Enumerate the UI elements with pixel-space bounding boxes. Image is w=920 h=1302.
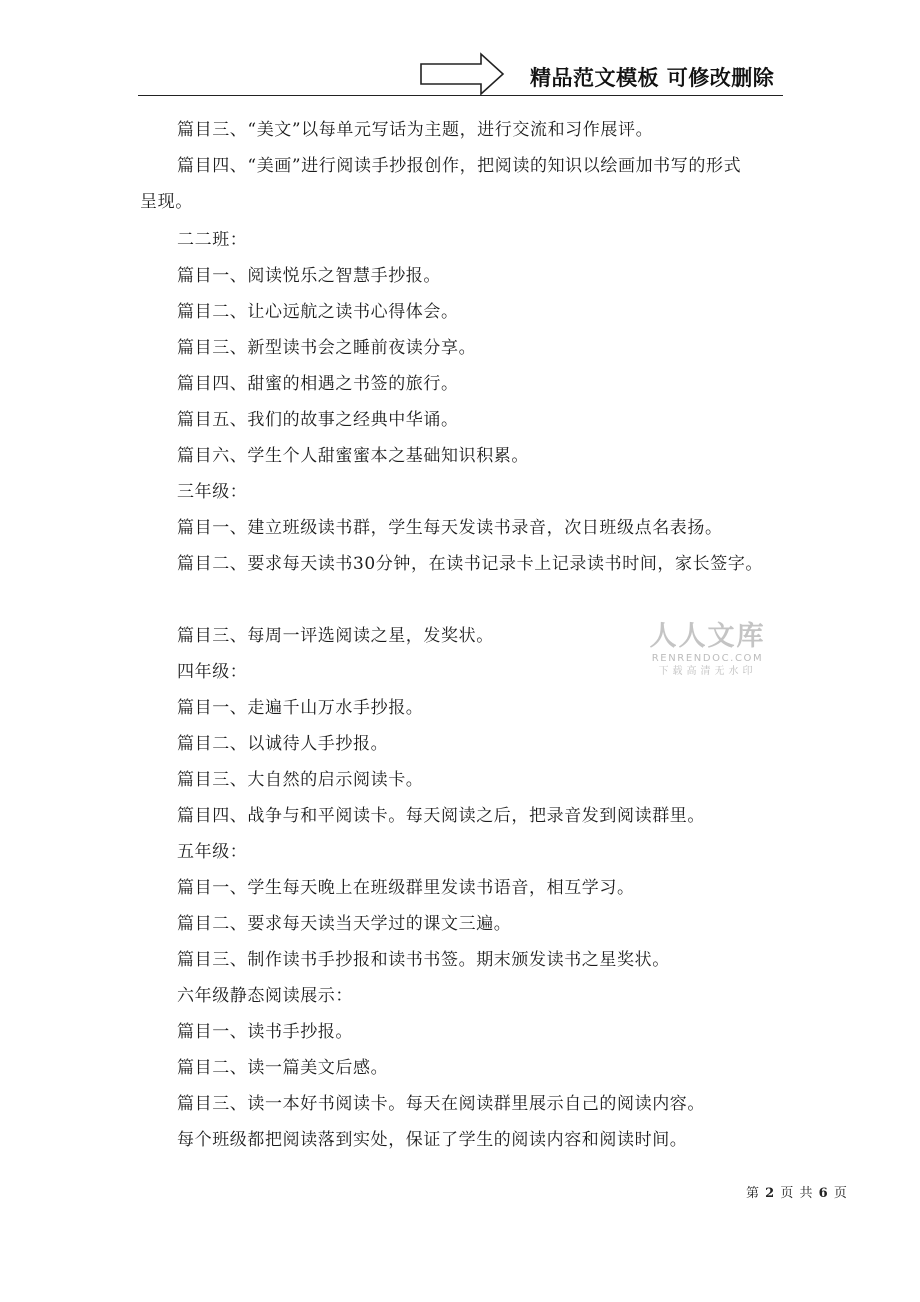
- body-line: 篇目三、制作读书手抄报和读书书签。期末颁发读书之星奖状。: [177, 950, 670, 970]
- body-line: 篇目四、甜蜜的相遇之书签的旅行。: [177, 374, 459, 394]
- body-line: 篇目三、读一本好书阅读卡。每天在阅读群里展示自己的阅读内容。: [177, 1094, 705, 1114]
- body-line: 篇目四、战争与和平阅读卡。每天阅读之后，把录音发到阅读群里。: [177, 806, 705, 826]
- page-suffix: 页: [833, 1186, 848, 1201]
- body-line: 篇目二、要求每天读当天学过的课文三遍。: [177, 914, 512, 934]
- body-line: 篇目六、学生个人甜蜜蜜本之基础知识积累。: [177, 446, 529, 466]
- body-line: 每个班级都把阅读落到实处，保证了学生的阅读内容和阅读时间。: [177, 1130, 688, 1150]
- current-page: 2: [765, 1186, 776, 1201]
- body-line: 篇目五、我们的故事之经典中华诵。: [177, 410, 459, 430]
- body-line: 篇目三、新型读书会之睡前夜读分享。: [177, 338, 477, 358]
- body-line: 篇目三、大自然的启示阅读卡。: [177, 770, 424, 790]
- page-number: [746, 1182, 848, 1201]
- body-line: 篇目一、阅读悦乐之智慧手抄报。: [177, 266, 441, 286]
- body-line: 篇目二、读一篇美文后感。: [177, 1058, 389, 1078]
- body-line: 篇目一、建立班级读书群，学生每天发读书录音，次日班级点名表扬。: [177, 518, 723, 538]
- total-pages: 6: [818, 1186, 829, 1201]
- body-line: 篇目二、让心远航之读书心得体会。: [177, 302, 459, 322]
- page-middle: 页 共: [780, 1186, 814, 1201]
- watermark-sub: 下载高清无水印: [658, 666, 757, 677]
- body-line: 篇目一、走遍千山万水手抄报。: [177, 698, 424, 718]
- body-line: 篇目一、学生每天晚上在班级群里发读书语音，相互学习。: [177, 878, 635, 898]
- watermark: [640, 622, 775, 678]
- watermark-main: 人人文库: [649, 621, 766, 652]
- page-prefix: 第: [746, 1186, 761, 1201]
- watermark-url: RENRENDOC.COM: [651, 653, 764, 664]
- section-heading: 三年级：: [177, 482, 248, 502]
- section-heading: 五年级：: [177, 842, 248, 862]
- section-heading: 六年级静态阅读展示：: [177, 986, 353, 1006]
- arrow-icon: [419, 52, 505, 96]
- body-line: 篇目二、要求每天读书30分钟，在读书记录卡上记录读书时间，家长签字。: [177, 554, 764, 574]
- section-heading: 四年级：: [177, 662, 248, 682]
- header-rule: [138, 95, 783, 96]
- body-line: 篇目一、读书手抄报。: [177, 1022, 353, 1042]
- body-line: 篇目三、“美文”以每单元写话为主题，进行交流和习作展评。: [177, 120, 654, 140]
- section-heading: 二二班：: [177, 230, 248, 250]
- body-line: 篇目三、每周一评选阅读之星，发奖状。: [177, 626, 494, 646]
- body-line: 呈现。: [140, 192, 193, 212]
- body-line: 篇目二、以诚待人手抄报。: [177, 734, 389, 754]
- body-line: 篇目四、“美画”进行阅读手抄报创作，把阅读的知识以绘画加书写的形式: [177, 156, 742, 176]
- header-title: 精品范文模板 可修改删除: [530, 66, 775, 90]
